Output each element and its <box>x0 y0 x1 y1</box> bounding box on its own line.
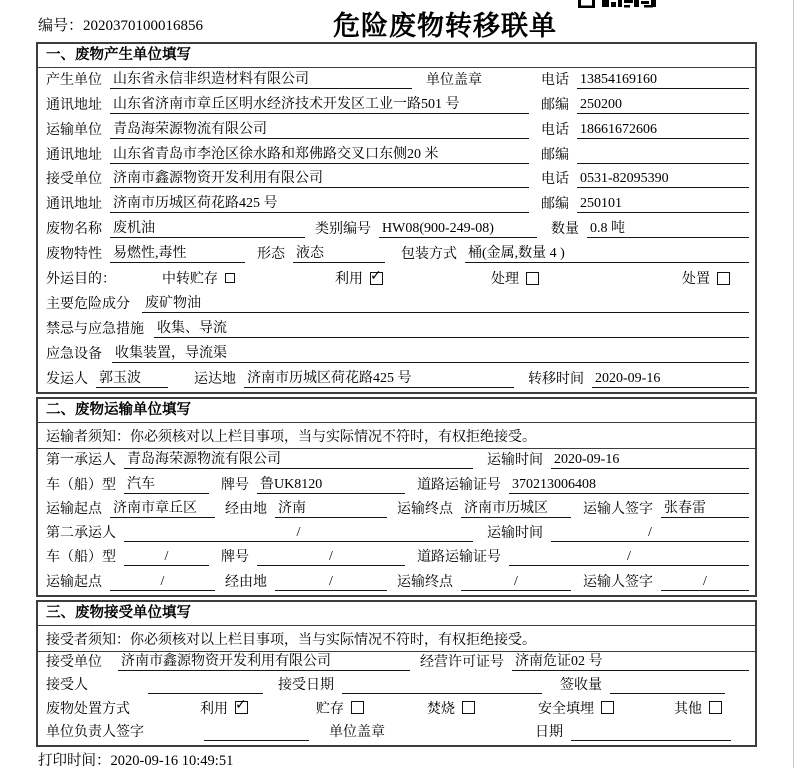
row-waste-name <box>38 217 755 242</box>
second-plate-value: / <box>257 549 405 566</box>
second-vehicle-type-label: 车（船）型 <box>46 550 116 566</box>
second-route-start-label: 运输起点 <box>46 574 102 590</box>
acceptor-value <box>148 693 263 694</box>
receiver-zip-value: 250101 <box>577 196 749 213</box>
emergency-equipment-label: 应急设备 <box>46 346 102 362</box>
first-carrier-time-label: 运输时间 <box>487 453 543 469</box>
page-title: 危险废物转移联单 <box>333 11 557 41</box>
taboo-measures-label: 禁忌与应急措施 <box>46 321 144 337</box>
first-route-start-label: 运输起点 <box>46 501 102 517</box>
responsible-sign-value <box>204 740 309 741</box>
purpose-option-storage <box>162 268 235 288</box>
purpose-treat-checkbox <box>526 272 539 285</box>
transporter-phone-value: 18661672606 <box>577 122 749 139</box>
row-receiver-address <box>38 192 755 217</box>
second-route-end-value: / <box>461 574 571 591</box>
shipper-value: 郭玉波 <box>96 367 168 388</box>
transporter-phone-label: 电话 <box>541 122 569 138</box>
row-waste-character <box>38 242 755 267</box>
accept-date-value <box>342 693 542 694</box>
waste-name-label: 废物名称 <box>46 222 102 238</box>
producer-zip-value: 250200 <box>577 97 749 114</box>
document-number-label: 编号： <box>38 18 84 34</box>
transporter-notice: 运输者须知：你必须核对以上栏目事项，当与实际情况不符时，有权拒绝接受。 <box>38 423 755 449</box>
disposal-utilize-checkbox <box>235 701 248 714</box>
transporter-value: 青岛海荣源物流有限公司 <box>110 118 529 139</box>
second-carrier-time-value: / <box>551 525 749 542</box>
packing-label: 包装方式 <box>401 247 457 263</box>
first-carrier-label: 第一承运人 <box>46 453 116 469</box>
waste-category-label: 类别编号 <box>315 222 371 238</box>
receiver-notice: 接受者须知：你必须核对以上栏目事项，当与实际情况不符时，有权拒绝接受。 <box>38 626 755 652</box>
purpose-option-dispose <box>682 268 730 288</box>
disposal-option-utilize <box>200 698 248 718</box>
disposal-landfill-checkbox <box>601 701 614 714</box>
row-producer-address <box>38 93 755 118</box>
first-carrier-sign-value: 张春雷 <box>661 497 749 518</box>
acceptor-label: 接受人 <box>46 678 88 694</box>
second-road-license-value: / <box>509 549 749 566</box>
transfer-time-value: 2020-09-16 <box>592 371 749 388</box>
second-route-end-label: 运输终点 <box>397 574 453 590</box>
disposal-landfill-label: 安全填埋 <box>538 701 594 717</box>
waste-quantity-label: 数量 <box>551 222 579 238</box>
transporter-address-label: 通讯地址 <box>46 147 102 163</box>
purpose-dispose-label: 处置 <box>682 272 710 288</box>
seal-date-label: 日期 <box>535 724 563 740</box>
purpose-utilize-checkbox <box>370 272 383 285</box>
first-vehicle-type-value: 汽车 <box>124 473 209 494</box>
waste-quantity-value: 0.8 吨 <box>587 217 749 238</box>
disposal-option-landfill <box>538 698 614 718</box>
first-road-license-value: 370213006408 <box>509 477 749 494</box>
second-carrier-sign-label: 运输人签字 <box>583 574 653 590</box>
row-taboo-measures <box>38 317 755 342</box>
first-road-license-label: 道路运输证号 <box>417 477 501 493</box>
producer-address-label: 通讯地址 <box>46 97 102 113</box>
row-first-carrier <box>38 449 755 473</box>
first-route-end-value: 济南市历城区 <box>461 497 571 518</box>
transporter-zip-value <box>577 163 749 164</box>
first-vehicle-type-label: 车（船）型 <box>46 477 116 493</box>
second-carrier-label: 第二承运人 <box>46 526 116 542</box>
signed-quantity-label: 签收量 <box>560 678 602 694</box>
second-plate-label: 牌号 <box>221 550 249 566</box>
second-route-via-value: / <box>275 574 387 591</box>
section-producer <box>36 42 757 394</box>
print-time <box>38 749 233 768</box>
disposal-option-incinerate <box>427 698 475 718</box>
first-carrier-sign-label: 运输人签字 <box>583 501 653 517</box>
transfer-time-label: 转移时间 <box>528 371 584 387</box>
second-road-license-label: 道路运输证号 <box>417 550 501 566</box>
row-responsible-signature <box>38 722 755 745</box>
row-receiver <box>38 168 755 193</box>
row-second-carrier <box>38 522 755 546</box>
receiver-label: 接受单位 <box>46 172 102 188</box>
purpose-treat-label: 处理 <box>491 272 519 288</box>
producer-seal-label: 单位盖章 <box>426 72 482 88</box>
receiver-value: 济南市鑫源物资开发利用有限公司 <box>110 167 529 188</box>
disposal-incinerate-checkbox <box>462 701 475 714</box>
disposal-utilize-label: 利用 <box>200 701 228 717</box>
purpose-utilize-label: 利用 <box>335 272 363 288</box>
signed-quantity-value <box>610 693 725 694</box>
responsible-sign-label: 单位负责人签字 <box>46 724 144 740</box>
row-transfer-purpose <box>38 267 755 292</box>
shipper-label: 发运人 <box>46 371 88 387</box>
document-number-value: 2020370100016856 <box>83 18 204 34</box>
packing-value: 桶(金属,数量 4 ) <box>465 242 749 263</box>
accept-unit-value: 济南市鑫源物资开发利用有限公司 <box>118 650 410 671</box>
row-acceptor <box>38 675 755 698</box>
disposal-other-label: 其他 <box>674 701 702 717</box>
row-disposal-method <box>38 698 755 721</box>
purpose-storage-label: 中转贮存 <box>162 272 218 288</box>
waste-character-label: 废物特性 <box>46 247 102 263</box>
producer-address-value: 山东省济南市章丘区明水经济技术开发区工业一路501 号 <box>110 93 529 114</box>
taboo-measures-value: 收集、导流 <box>154 317 749 338</box>
business-license-label: 经营许可证号 <box>420 655 504 671</box>
first-route-via-value: 济南 <box>275 497 387 518</box>
disposal-incinerate-label: 焚烧 <box>427 701 455 717</box>
purpose-option-treat <box>491 268 539 288</box>
transfer-purpose-label: 外运目的： <box>46 272 116 288</box>
second-carrier-time-label: 运输时间 <box>487 526 543 542</box>
seal-date-value <box>571 740 731 741</box>
accept-date-label: 接受日期 <box>278 678 334 694</box>
purpose-option-utilize <box>335 268 383 288</box>
destination-label: 运达地 <box>194 371 236 387</box>
row-second-vehicle <box>38 546 755 570</box>
section-transporter <box>36 397 757 597</box>
row-transporter-address <box>38 143 755 168</box>
purpose-dispose-checkbox <box>717 272 730 285</box>
disposal-option-other <box>674 698 722 718</box>
section2-heading: 二、废物运输单位填写 <box>38 399 755 423</box>
document-number <box>38 14 203 35</box>
waste-form-value: 液态 <box>293 242 385 263</box>
second-route-start-value: / <box>110 574 215 591</box>
row-emergency-equipment <box>38 342 755 367</box>
receiver-phone-label: 电话 <box>541 172 569 188</box>
receiver-zip-label: 邮编 <box>541 197 569 213</box>
section1-heading: 一、废物产生单位填写 <box>38 44 755 68</box>
first-route-via-label: 经由地 <box>225 501 267 517</box>
emergency-equipment-value: 收集装置，导流渠 <box>112 342 749 363</box>
hazard-component-value: 废矿物油 <box>142 292 749 313</box>
waste-category-value: HW08(900-249-08) <box>379 221 537 238</box>
row-transporter <box>38 118 755 143</box>
second-carrier-value: / <box>124 525 473 542</box>
receiver-phone-value: 0531-82095390 <box>577 171 749 188</box>
second-vehicle-type-value: / <box>124 549 209 566</box>
receiver-address-value: 济南市历城区荷花路425 号 <box>110 192 529 213</box>
accept-unit-label: 接受单位 <box>46 655 102 671</box>
second-route-via-label: 经由地 <box>225 574 267 590</box>
unit-seal-label: 单位盖章 <box>329 724 385 740</box>
waste-form-label: 形态 <box>257 247 285 263</box>
producer-zip-label: 邮编 <box>541 97 569 113</box>
producer-label: 产生单位 <box>46 72 102 88</box>
second-carrier-sign-value: / <box>661 574 749 591</box>
print-time-label: 打印时间： <box>38 753 111 768</box>
first-plate-label: 牌号 <box>221 477 249 493</box>
producer-phone-label: 电话 <box>541 72 569 88</box>
print-time-value: 2020-09-16 10:49:51 <box>110 753 234 768</box>
disposal-storage-label: 贮存 <box>316 701 344 717</box>
row-accept-unit <box>38 652 755 675</box>
row-shipper <box>38 367 755 392</box>
producer-value: 山东省永信非织造材料有限公司 <box>110 68 412 89</box>
first-carrier-time-value: 2020-09-16 <box>551 452 749 469</box>
row-first-vehicle <box>38 473 755 497</box>
page-right-edge <box>793 0 794 768</box>
purpose-storage-checkbox <box>225 273 235 283</box>
hazard-component-label: 主要危险成分 <box>46 296 130 312</box>
row-producer <box>38 68 755 93</box>
disposal-method-label: 废物处置方式 <box>46 701 130 717</box>
section3-heading: 三、废物接受单位填写 <box>38 602 755 626</box>
transporter-address-value: 山东省青岛市李沧区徐水路和郑佛路交叉口东侧20 米 <box>110 143 529 164</box>
waste-name-value: 废机油 <box>110 217 305 238</box>
row-hazard-component <box>38 292 755 317</box>
qr-code-fragment <box>578 0 656 9</box>
row-first-route <box>38 498 755 522</box>
disposal-option-storage <box>316 698 364 718</box>
business-license-value: 济南危证02 号 <box>512 650 749 671</box>
transporter-label: 运输单位 <box>46 122 102 138</box>
first-route-start-value: 济南市章丘区 <box>110 497 215 518</box>
transporter-zip-label: 邮编 <box>541 147 569 163</box>
producer-phone-value: 13854169160 <box>577 72 749 89</box>
first-plate-value: 鲁UK8120 <box>257 473 405 494</box>
disposal-other-checkbox <box>709 701 722 714</box>
waste-character-value: 易燃性,毒性 <box>110 242 245 263</box>
first-route-end-label: 运输终点 <box>397 501 453 517</box>
first-carrier-value: 青岛海荣源物流有限公司 <box>124 448 473 469</box>
disposal-storage-checkbox <box>351 701 364 714</box>
row-second-route <box>38 570 755 594</box>
receiver-address-label: 通讯地址 <box>46 197 102 213</box>
section-receiver <box>36 600 757 747</box>
destination-value: 济南市历城区荷花路425 号 <box>244 367 514 388</box>
